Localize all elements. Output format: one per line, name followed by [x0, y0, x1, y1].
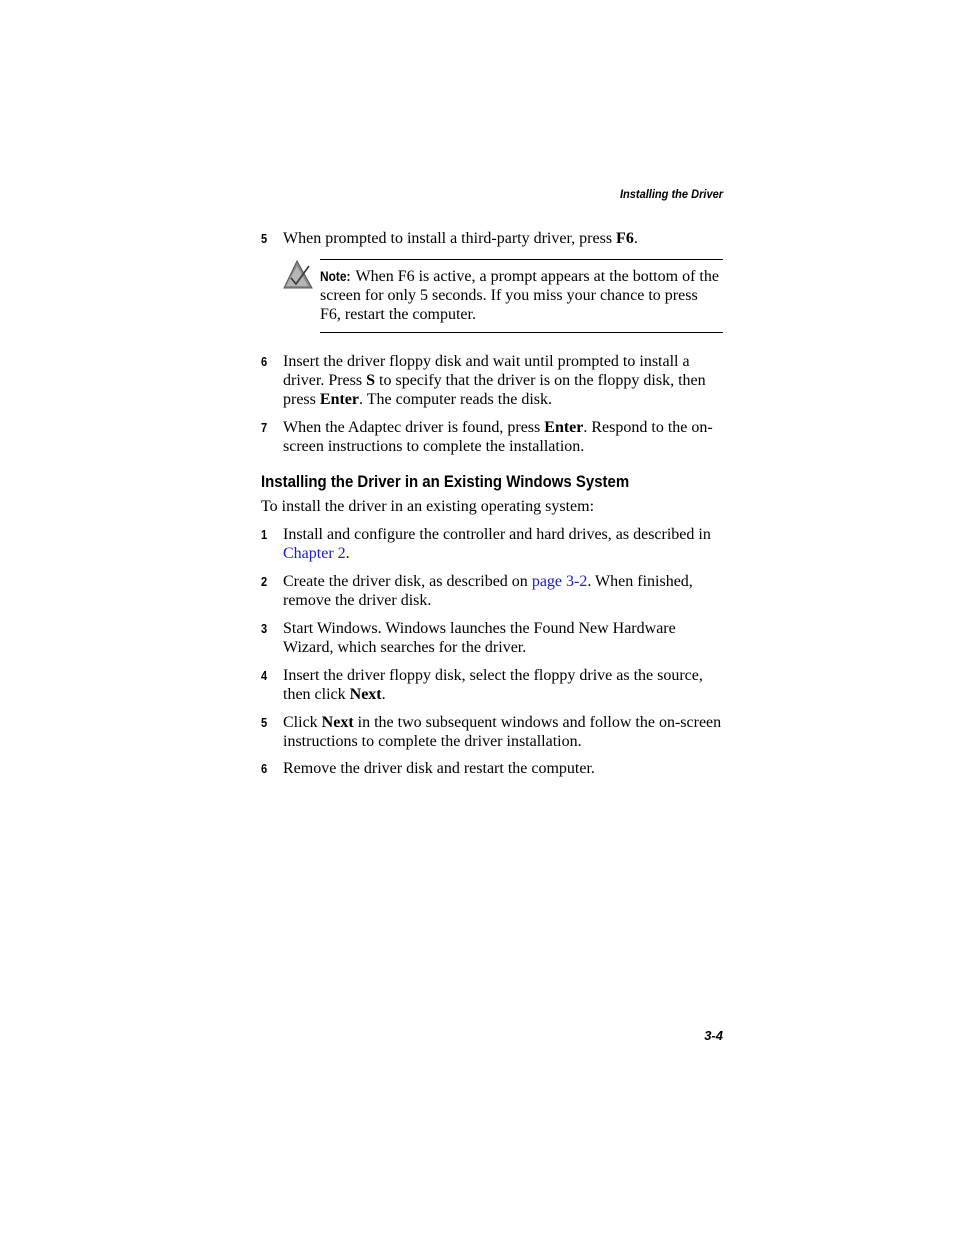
step-text-part: .: [633, 230, 638, 247]
step-text: [283, 418, 723, 456]
step-number: 1: [261, 527, 268, 542]
step-3-start-windows: [261, 619, 723, 657]
note-label: Note:: [320, 268, 351, 284]
step-number: 4: [261, 668, 268, 683]
step-6-insert-floppy: [261, 352, 723, 409]
step-text: [283, 352, 723, 409]
step-text-part: .: [345, 545, 350, 562]
note-top-rule: [320, 259, 723, 260]
step-7-driver-found: [261, 418, 723, 456]
step-number: 3: [261, 621, 268, 636]
step-text-part: Create the driver disk, as described on: [283, 573, 532, 590]
step-text-part: . Respond to the on-screen instructions to complete the installation.: [283, 419, 713, 455]
note-text: [320, 267, 722, 324]
running-header: Installing the Driver: [619, 187, 723, 201]
step-text: [283, 229, 723, 248]
key-f6: F6: [616, 230, 634, 247]
step-number: 5: [261, 715, 268, 730]
step-number: 2: [261, 574, 268, 589]
page-number: 3-4: [704, 1028, 723, 1043]
step-2-create-disk: [261, 572, 723, 610]
step-5-install-prompt: [261, 229, 723, 248]
note-body: When F6 is active, a prompt appears at the bottom of the screen for only 5 seconds. If you miss your chance to press F6, restart the computer.: [320, 268, 719, 323]
step-text-part: Insert the driver floppy disk, select the floppy drive as the source, then click: [283, 667, 703, 703]
step-text: [283, 713, 723, 751]
step-number: 6: [261, 761, 268, 776]
next-label: Next: [349, 686, 382, 703]
step-text-part: . The computer reads the disk.: [359, 391, 552, 408]
section-intro: To install the driver in an existing operating system:: [261, 498, 595, 515]
step-number: 7: [261, 420, 268, 435]
step-1-install-controller: [261, 525, 723, 563]
chapter-2-link[interactable]: Chapter 2: [283, 545, 346, 562]
step-text: Remove the driver disk and restart the computer.: [283, 760, 595, 777]
step-number: 5: [261, 231, 268, 246]
key-s: S: [366, 372, 376, 389]
step-text-part: in the two subsequent windows and follow the on-screen instructions to complete the driver installation.: [283, 714, 722, 750]
step-text: [283, 666, 723, 704]
step-text-part: .: [381, 686, 386, 703]
step-text-part: Insert the driver floppy disk and wait until prompted to install a driver. Press: [283, 353, 690, 389]
step-4-insert-floppy: [261, 666, 723, 704]
step-text: [283, 572, 723, 610]
step-text-part: Click: [283, 714, 322, 731]
next-label: Next: [321, 714, 354, 731]
note-bottom-rule: [320, 332, 723, 333]
key-enter: Enter: [319, 391, 359, 408]
step-text-part: Install and configure the controller and hard drives, as described in: [283, 526, 711, 543]
step-5-click-next: [261, 713, 723, 751]
step-text-part: . When finished, remove the driver disk.: [283, 573, 693, 609]
section-heading: Installing the Driver in an Existing Windows System: [261, 472, 630, 491]
step-text: Start Windows. Windows launches the Found New Hardware Wizard, which searches for the driver.: [283, 620, 676, 656]
step-number: 6: [261, 354, 268, 369]
step-text-part: When the Adaptec driver is found, press: [283, 419, 545, 436]
step-6-restart: [261, 759, 723, 778]
step-text-part: When prompted to install a third-party driver, press: [283, 230, 617, 247]
note-pencil-icon: [283, 260, 313, 290]
step-text: [283, 525, 723, 563]
page-3-2-link[interactable]: page 3-2: [531, 573, 588, 590]
key-enter: Enter: [544, 419, 584, 436]
step-text-part: to specify that the driver is on the floppy disk, then press: [283, 372, 706, 408]
